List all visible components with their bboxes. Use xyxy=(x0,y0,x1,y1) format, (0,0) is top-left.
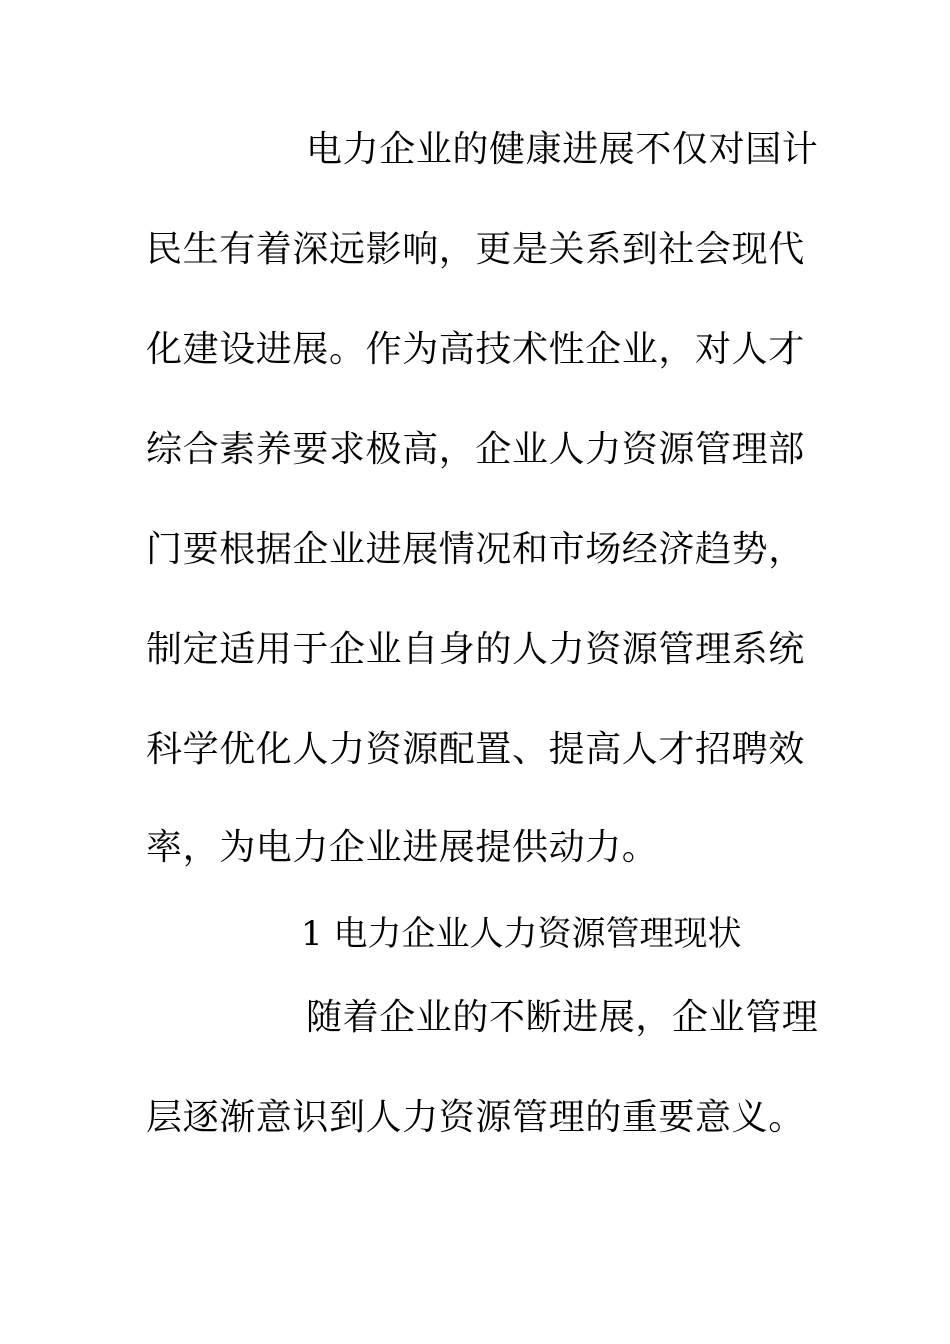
section-heading: 1 电力企业人力资源管理现状 xyxy=(301,914,742,954)
paragraph-line: 民生有着深远影响，更是关系到社会现代 xyxy=(146,229,805,270)
paragraph-line: 电力企业的健康进展不仅对国计 xyxy=(306,129,819,170)
paragraph-line: 随着企业的不断进展，企业管理 xyxy=(306,997,819,1038)
paragraph-line: 制定适用于企业自身的人力资源管理系统 xyxy=(146,629,805,670)
paragraph-line: 化建设进展。作为高技术性企业，对人才 xyxy=(146,329,805,370)
paragraph-line: 门要根据企业进展情况和市场经济趋势， xyxy=(146,529,805,570)
paragraph-line: 率，为电力企业进展提供动力。 xyxy=(146,827,659,868)
paragraph-line: 综合素养要求极高，企业人力资源管理部 xyxy=(146,429,805,470)
paragraph-line: 科学优化人力资源配置、提高人才招聘效 xyxy=(146,729,805,770)
paragraph-line: 层逐渐意识到人力资源管理的重要意义。 xyxy=(146,1097,805,1138)
